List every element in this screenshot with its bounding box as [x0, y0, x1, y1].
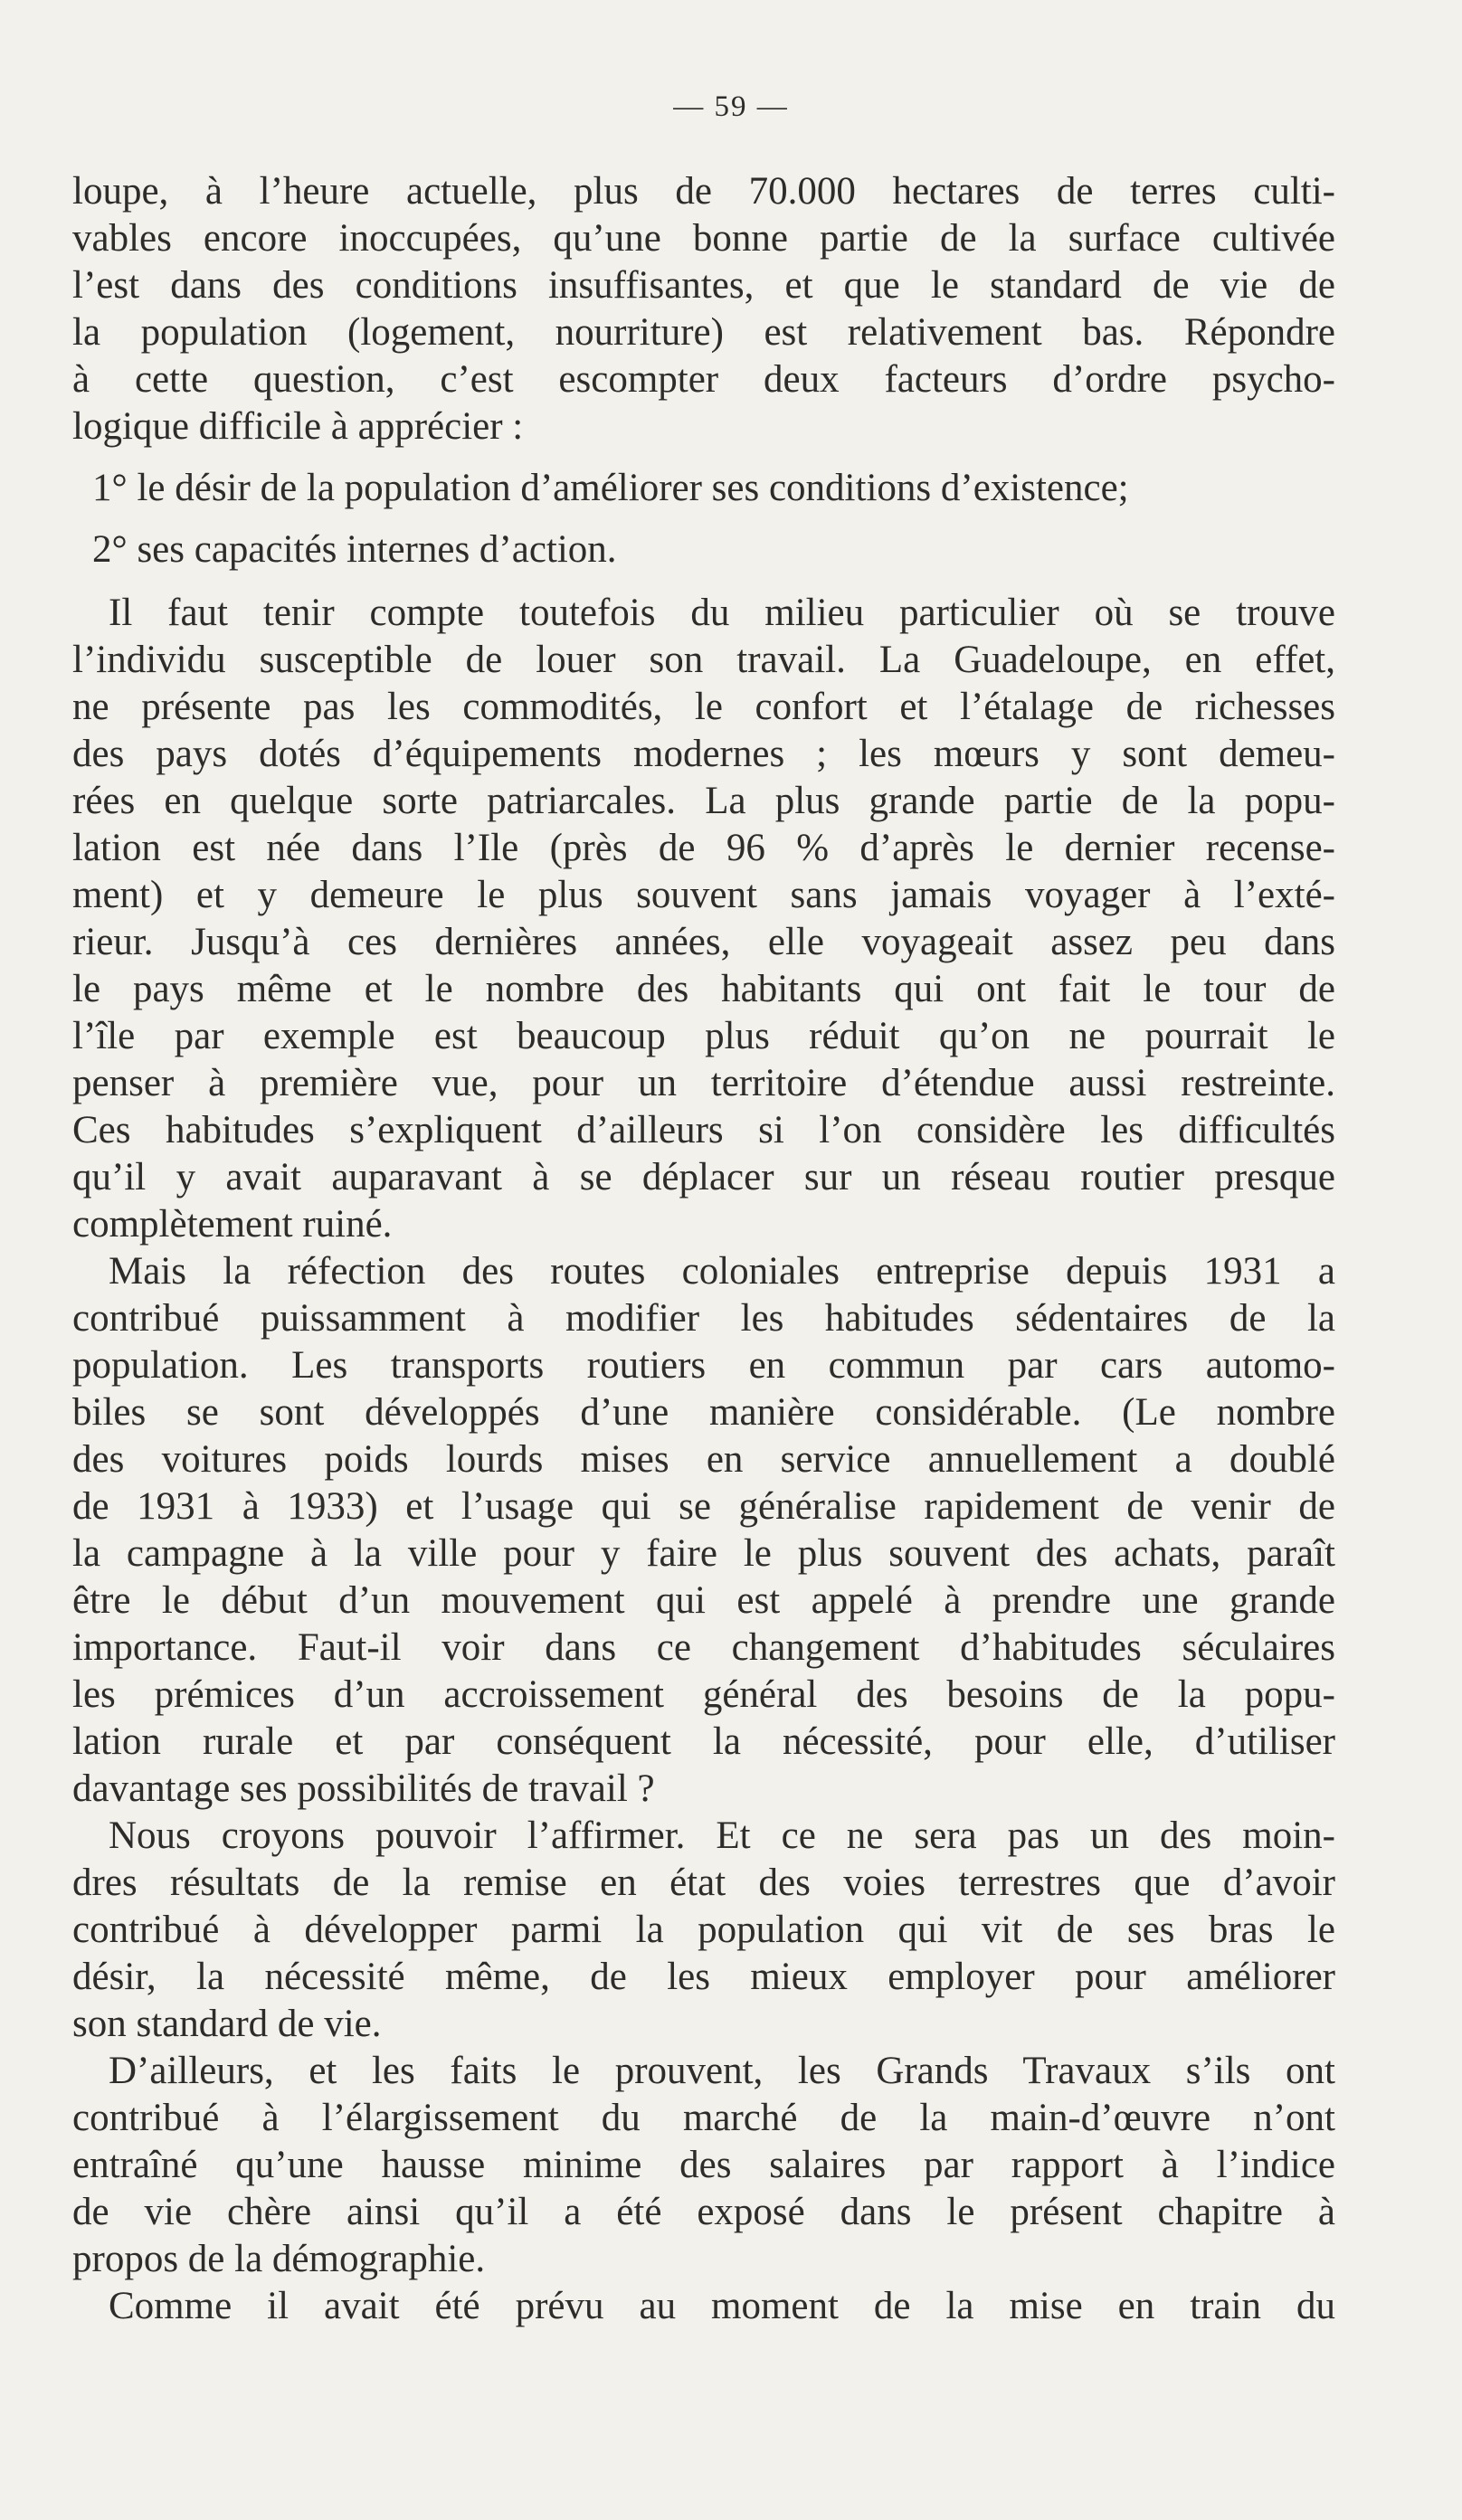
- text-line: qu’il y avait auparavant à se déplacer sur un réseau routier presque: [72, 1156, 1335, 1198]
- text-line: importance. Faut-il voir dans ce changement d’habitudes séculaires: [72, 1626, 1335, 1669]
- text-line: de 1931 à 1933) et l’usage qui se généralise rapidement de venir de: [72, 1485, 1335, 1528]
- text-line: la population (logement, nourriture) est relativement bas. Répondre: [72, 311, 1335, 354]
- text-line: davantage ses possibilités de travail ?: [72, 1767, 655, 1810]
- text-line: la campagne à la ville pour y faire le plus souvent des achats, paraît: [72, 1532, 1335, 1575]
- text-line: dres résultats de la remise en état des voies terrestres que d’avoir: [72, 1862, 1335, 1904]
- text-line: population. Les transports routiers en commun par cars automo-: [72, 1344, 1335, 1387]
- text-line: Il faut tenir compte toutefois du milieu particulier où se trouve: [109, 592, 1335, 634]
- text-line: Comme il avait été prévu au moment de la mise en train du: [109, 2285, 1335, 2327]
- text-line: lation rurale et par conséquent la nécessité, pour elle, d’utiliser: [72, 1720, 1335, 1763]
- text-line: Mais la réfection des routes coloniales entreprise depuis 1931 a: [109, 1250, 1335, 1293]
- text-line: penser à première vue, pour un territoire d’étendue aussi restreinte.: [72, 1062, 1335, 1104]
- text-line: être le début d’un mouvement qui est appelé à prendre une grande: [72, 1579, 1335, 1622]
- text-line: des voitures poids lourds mises en service annuellement a doublé: [72, 1438, 1335, 1481]
- text-line: entraîné qu’une hausse minime des salaires par rapport à l’indice: [72, 2144, 1335, 2186]
- text-line: à cette question, c’est escompter deux facteurs d’ordre psycho-: [72, 358, 1335, 401]
- text-line: l’est dans des conditions insuffisantes, et que le standard de vie de: [72, 264, 1335, 307]
- text-line: D’ailleurs, et les faits le prouvent, les Grands Travaux s’ils ont: [109, 2050, 1335, 2092]
- text-line: vables encore inoccupées, qu’une bonne partie de la surface cultivée: [72, 217, 1335, 260]
- text-line: lation est née dans l’Ile (près de 96 % d’après le dernier recense-: [72, 827, 1335, 869]
- text-line: ne présente pas les commodités, le confort et l’étalage de richesses: [72, 686, 1335, 728]
- text-line: propos de la démographie.: [72, 2238, 486, 2280]
- text-line: logique difficile à apprécier :: [72, 405, 524, 448]
- page-number: — 59 —: [673, 90, 789, 123]
- text-line: rieur. Jusqu’à ces dernières années, elle voyageait assez peu dans: [72, 921, 1335, 963]
- text-line: désir, la nécessité même, de les mieux employer pour améliorer: [72, 1956, 1335, 1998]
- text-line: de vie chère ainsi qu’il a été exposé dans le présent chapitre à: [72, 2191, 1335, 2233]
- text-line: biles se sont développés d’une manière considérable. (Le nombre: [72, 1391, 1335, 1434]
- text-line: contribué puissamment à modifier les habitudes sédentaires de la: [72, 1297, 1335, 1340]
- text-line: rées en quelque sorte patriarcales. La plus grande partie de la popu-: [72, 780, 1335, 822]
- list-item: 1° le désir de la population d’améliorer ses conditions d’existence;: [92, 467, 1129, 509]
- text-line: des pays dotés d’équipements modernes ; les mœurs y sont demeu-: [72, 733, 1335, 775]
- text-line: son standard de vie.: [72, 2003, 382, 2045]
- list-item: 2° ses capacités internes d’action.: [92, 528, 617, 571]
- text-line: le pays même et le nombre des habitants qui ont fait le tour de: [72, 968, 1335, 1010]
- text-line: Ces habitudes s’expliquent d’ailleurs si l’on considère les difficultés: [72, 1109, 1335, 1151]
- text-line: ment) et y demeure le plus souvent sans jamais voyager à l’exté-: [72, 874, 1335, 916]
- body-text: [72, 168, 1335, 2330]
- text-line: loupe, à l’heure actuelle, plus de 70.000 hectares de terres culti-: [72, 170, 1335, 213]
- text-line: contribué à l’élargissement du marché de la main-d’œuvre n’ont: [72, 2097, 1335, 2139]
- text-line: l’île par exemple est beaucoup plus réduit qu’on ne pourrait le: [72, 1015, 1335, 1057]
- text-line: complètement ruiné.: [72, 1203, 393, 1246]
- text-line: contribué à développer parmi la population qui vit de ses bras le: [72, 1909, 1335, 1951]
- text-line: les prémices d’un accroissement général des besoins de la popu-: [72, 1673, 1335, 1716]
- text-line: l’individu susceptible de louer son travail. La Guadeloupe, en effet,: [72, 639, 1335, 681]
- text-line: Nous croyons pouvoir l’affirmer. Et ce ne sera pas un des moin-: [109, 1814, 1335, 1857]
